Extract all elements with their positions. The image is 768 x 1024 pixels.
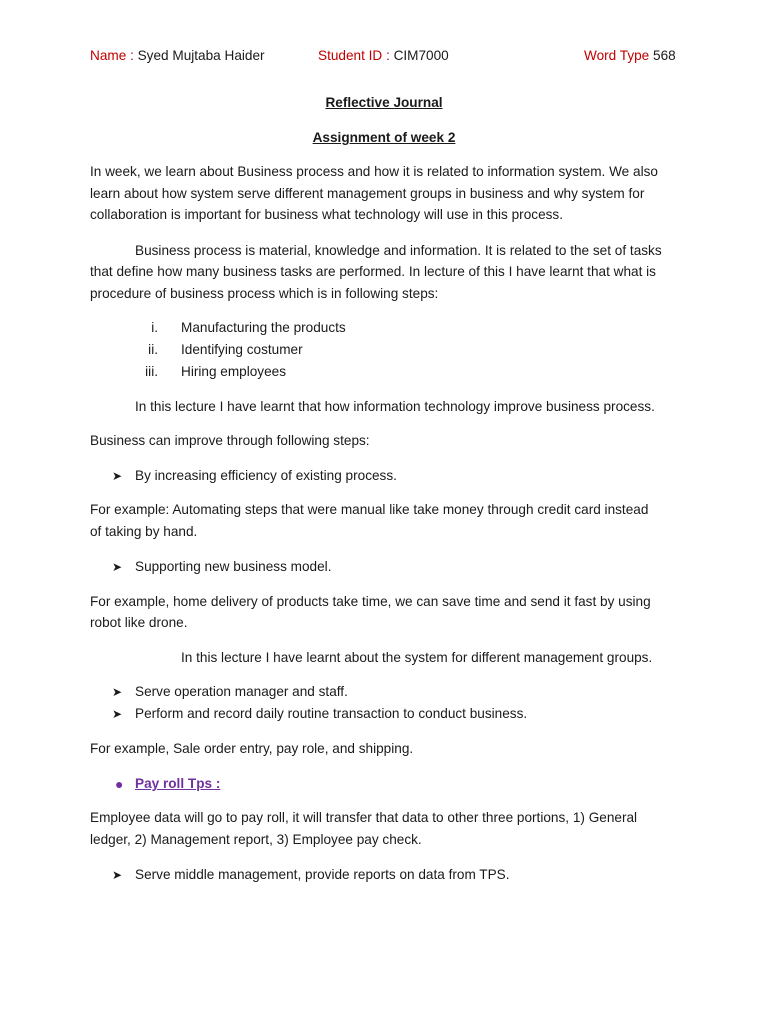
para1-line: collaboration is important for business what technology will use in this process. [90, 207, 563, 222]
para2-line: that define how many business tasks are performed. In lecture of this I have learnt that what is [90, 264, 656, 279]
bullet-item: Perform and record daily routine transaction to conduct business. [135, 706, 528, 721]
bullet-item: Serve operation manager and staff. [135, 684, 348, 699]
arrow-bullet-icon: ➤ [112, 707, 123, 721]
arrow-bullet-icon: ➤ [112, 868, 123, 882]
word-type-value: 568 [653, 48, 676, 63]
para4: Business can improve through following steps: [90, 433, 370, 448]
para1-line: In week, we learn about Business process and how it is related to information system. We also [90, 164, 658, 179]
page-subtitle: Assignment of week 2 [312, 130, 456, 145]
name-value: Syed Mujtaba Haider [137, 48, 265, 63]
header-student-id [318, 47, 449, 65]
para2-line: Business process is material, knowledge and information. It is related to the set of tasks [135, 243, 662, 258]
student-id-value: CIM7000 [393, 48, 449, 63]
step-text: Hiring employees [181, 364, 287, 379]
para9-line: ledger, 2) Management report, 3) Employee pay check. [90, 832, 422, 847]
section-heading-tps: Pay roll Tps : [135, 776, 221, 791]
bullet-item: Serve middle management, provide reports on data from TPS. [135, 867, 510, 882]
header-word-type [584, 47, 676, 65]
para7: In this lecture I have learnt about the system for different management groups. [181, 650, 653, 665]
arrow-bullet-icon: ➤ [112, 685, 123, 699]
para5-line: For example: Automating steps that were manual like take money through credit card instead [90, 502, 649, 517]
para6-line: For example, home delivery of products take time, we can save time and send it fast by using [90, 594, 651, 609]
arrow-bullet-icon: ➤ [112, 560, 123, 574]
para2-line: procedure of business process which is in following steps: [90, 286, 439, 301]
round-bullet-icon: ● [115, 776, 124, 792]
bullet-item: Supporting new business model. [135, 559, 332, 574]
student-id-label: Student ID : [318, 48, 390, 63]
step-text: Identifying costumer [181, 342, 303, 357]
para3: In this lecture I have learnt that how information technology improve business process. [135, 399, 655, 414]
para6-line: robot like drone. [90, 615, 188, 630]
para9-line: Employee data will go to pay roll, it will transfer that data to other three portions, 1) General [90, 810, 638, 825]
header-name [90, 47, 265, 65]
step-number: ii. [148, 342, 158, 357]
word-type-label: Word Type [584, 48, 650, 63]
para1-line: learn about how system serve different management groups in business and why system for [90, 186, 645, 201]
step-number: iii. [145, 364, 158, 379]
bullet-item: By increasing efficiency of existing process. [135, 468, 397, 483]
arrow-bullet-icon: ➤ [112, 469, 123, 483]
para8: For example, Sale order entry, pay role, and shipping. [90, 741, 414, 756]
step-text: Manufacturing the products [181, 320, 346, 335]
name-label: Name : [90, 48, 134, 63]
step-number: i. [151, 320, 158, 335]
page-title: Reflective Journal [325, 95, 443, 110]
para5-line: of taking by hand. [90, 524, 198, 539]
